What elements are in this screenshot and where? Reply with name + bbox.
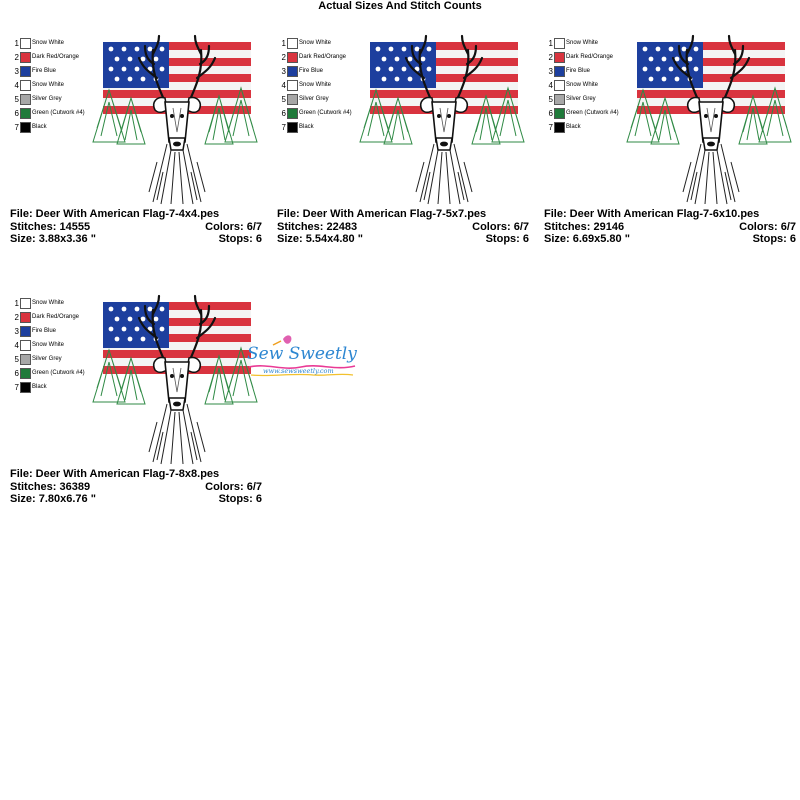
thread-color-name: Snow White <box>32 300 65 306</box>
thread-color-swatch <box>554 108 565 119</box>
legend-number: 2 <box>281 52 286 62</box>
design-info <box>10 208 262 246</box>
stop-count: Stops: 6 <box>752 233 796 245</box>
color-count: Colors: 6/7 <box>205 220 262 233</box>
logo-url-text: www.sewsweetly.com <box>263 367 334 375</box>
legend-number: 7 <box>548 122 553 132</box>
thread-color-name: Black <box>32 384 47 390</box>
thread-color-swatch <box>20 108 31 119</box>
legend-number: 4 <box>548 80 553 90</box>
legend-number: 7 <box>14 122 19 132</box>
thread-color-name: Fire Blue <box>32 328 57 334</box>
legend-number: 5 <box>548 94 553 104</box>
color-count: Colors: 6/7 <box>472 220 529 233</box>
thread-color-swatch <box>287 66 298 77</box>
deer-flag-embroidery-image <box>354 32 530 208</box>
stitch-count: Stitches: 29146 <box>544 220 625 233</box>
stitch-count: Stitches: 36389 <box>10 480 91 493</box>
thread-color-swatch <box>287 94 298 105</box>
legend-number: 4 <box>281 80 286 90</box>
thread-color-swatch <box>287 38 298 49</box>
thread-color-name: Green (Cutwork #4) <box>566 110 619 116</box>
thread-color-name: Green (Cutwork #4) <box>32 370 85 376</box>
thread-color-swatch <box>20 122 31 133</box>
thread-color-swatch <box>554 94 565 105</box>
design-file-name: File: Deer With American Flag-7-6x10.pes <box>544 208 760 220</box>
legend-number: 1 <box>14 38 19 48</box>
thread-color-swatch <box>554 80 565 91</box>
thread-color-name: Snow White <box>32 40 65 46</box>
thread-color-name: Fire Blue <box>566 68 591 74</box>
thread-color-name: Snow White <box>566 40 599 46</box>
thread-color-swatch <box>20 312 31 323</box>
design-card <box>5 278 265 518</box>
legend-number: 6 <box>14 108 19 118</box>
thread-color-name: Dark Red/Orange <box>32 314 80 320</box>
thread-color-swatch <box>20 94 31 105</box>
legend-number: 3 <box>14 66 19 76</box>
thread-color-swatch <box>20 368 31 379</box>
deer-flag-embroidery-image <box>87 32 263 208</box>
thread-color-name: Snow White <box>566 82 599 88</box>
thread-color-name: Silver Grey <box>32 96 62 102</box>
thread-color-name: Fire Blue <box>32 68 57 74</box>
thread-color-swatch <box>20 340 31 351</box>
legend-number: 6 <box>548 108 553 118</box>
thread-color-name: Black <box>299 124 314 130</box>
color-count: Colors: 6/7 <box>205 480 262 493</box>
thread-color-swatch <box>20 80 31 91</box>
legend-number: 3 <box>281 66 286 76</box>
design-info <box>277 208 529 246</box>
design-file-name: File: Deer With American Flag-7-8x8.pes <box>10 468 220 480</box>
legend-number: 3 <box>548 66 553 76</box>
thread-color-swatch <box>287 108 298 119</box>
design-info <box>544 208 796 246</box>
logo-brand-text: Sew Sweetly <box>247 344 357 364</box>
design-card <box>272 18 532 258</box>
design-size: Size: 3.88x3.36 " <box>10 233 96 245</box>
stop-count: Stops: 6 <box>218 493 262 505</box>
thread-color-name: Black <box>32 124 47 130</box>
thread-color-swatch <box>554 122 565 133</box>
thread-color-swatch <box>287 122 298 133</box>
thread-color-name: Snow White <box>32 82 65 88</box>
thread-color-swatch <box>554 52 565 63</box>
thread-color-swatch <box>20 38 31 49</box>
thread-color-name: Dark Red/Orange <box>566 54 614 60</box>
legend-number: 2 <box>14 52 19 62</box>
legend-number: 6 <box>281 108 286 118</box>
legend-number: 5 <box>281 94 286 104</box>
deer-neck-fur <box>416 144 472 204</box>
deer-flag-embroidery-image <box>87 292 263 468</box>
design-file-name: File: Deer With American Flag-7-4x4.pes <box>10 208 220 220</box>
thread-color-name: Dark Red/Orange <box>32 54 80 60</box>
stop-count: Stops: 6 <box>218 233 262 245</box>
legend-number: 5 <box>14 94 19 104</box>
legend-number: 2 <box>548 52 553 62</box>
deer-head <box>421 98 468 150</box>
thread-color-swatch <box>287 80 298 91</box>
thread-color-name: Fire Blue <box>299 68 324 74</box>
thread-color-swatch <box>554 66 565 77</box>
sew-sweetly-logo <box>243 333 361 383</box>
legend-number: 4 <box>14 340 19 350</box>
legend-number: 7 <box>14 382 19 392</box>
design-size: Size: 6.69x5.80 " <box>544 233 630 245</box>
legend-number: 1 <box>548 38 553 48</box>
legend-number: 2 <box>14 312 19 322</box>
thread-color-swatch <box>20 66 31 77</box>
deer-neck-fur <box>149 404 205 464</box>
thread-color-name: Snow White <box>32 342 65 348</box>
legend-number: 7 <box>281 122 286 132</box>
legend-number: 3 <box>14 326 19 336</box>
thread-color-name: Silver Grey <box>566 96 596 102</box>
thread-color-swatch <box>20 52 31 63</box>
stop-count: Stops: 6 <box>485 233 529 245</box>
thread-color-name: Silver Grey <box>299 96 329 102</box>
design-size: Size: 5.54x4.80 " <box>277 233 363 245</box>
thread-color-swatch <box>20 326 31 337</box>
thread-color-name: Dark Red/Orange <box>299 54 347 60</box>
thread-color-name: Snow White <box>299 40 332 46</box>
legend-number: 6 <box>14 368 19 378</box>
color-count: Colors: 6/7 <box>739 220 796 233</box>
design-card <box>539 18 799 258</box>
stitch-count: Stitches: 14555 <box>10 220 91 233</box>
thread-color-name: Black <box>566 124 581 130</box>
thread-color-name: Snow White <box>299 82 332 88</box>
deer-flag-embroidery-image <box>621 32 797 208</box>
legend-number: 4 <box>14 80 19 90</box>
design-card <box>5 18 265 258</box>
thread-color-name: Silver Grey <box>32 356 62 362</box>
design-info <box>10 468 262 506</box>
thread-color-swatch <box>554 38 565 49</box>
deer-head <box>154 358 201 410</box>
deer-head <box>688 98 735 150</box>
thread-color-swatch <box>287 52 298 63</box>
deer-head <box>154 98 201 150</box>
thread-color-name: Green (Cutwork #4) <box>32 110 85 116</box>
thread-color-swatch <box>20 382 31 393</box>
design-file-name: File: Deer With American Flag-7-5x7.pes <box>277 208 487 220</box>
legend-number: 1 <box>14 298 19 308</box>
legend-number: 1 <box>281 38 286 48</box>
legend-number: 5 <box>14 354 19 364</box>
stitch-count: Stitches: 22483 <box>277 220 358 233</box>
deer-neck-fur <box>683 144 739 204</box>
thread-color-swatch <box>20 354 31 365</box>
page-title: Actual Sizes And Stitch Counts <box>318 0 482 12</box>
thread-color-swatch <box>20 298 31 309</box>
design-size: Size: 7.80x6.76 " <box>10 493 96 505</box>
deer-neck-fur <box>149 144 205 204</box>
thread-color-name: Green (Cutwork #4) <box>299 110 352 116</box>
